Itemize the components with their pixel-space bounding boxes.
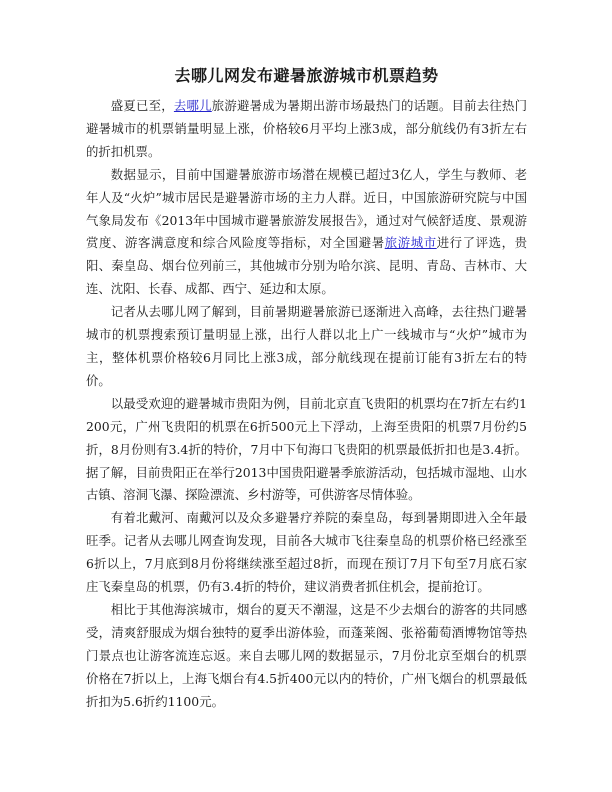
paragraph-text: 相比于其他海滨城市，烟台的夏天不潮湿，这是不少去烟台的游客的共同感受，清爽舒服成为烟台独特的夏季出游体验，而蓬莱阁、张裕葡萄酒博物馆等热门景点也让游客流连忘返。来自去哪儿网的数据显示，7月份北京至烟台的机票价格在7折以上，上海飞烟台有4.5折400元以内的特价，广州飞烟台的机票最低折扣为5.6折约1100元。 (86, 601, 527, 709)
paragraph (86, 301, 527, 393)
article (86, 64, 527, 713)
paragraph (86, 393, 527, 508)
paragraph-text: 盛夏已至， (110, 98, 174, 113)
article-body (86, 95, 527, 713)
paragraph (86, 507, 527, 599)
paragraph-text: 旅游避暑成为暑期出游市场最热门的话题。目前去往热门避暑城市的机票销量明显上涨，价格较6月平均上涨3成，部分航线仍有3折左右的折扣机票。 (86, 98, 528, 159)
travel-city-link[interactable]: 旅游城市 (384, 235, 437, 251)
paragraph (86, 599, 527, 714)
paragraph-text: 以最受欢迎的避暑城市贵阳为例，目前北京直飞贵阳的机票均在7折左右约1200元，广州飞贵阳的机票在6折500元上下浮动，上海至贵阳的机票7月份约5折，8月份则有3.4折的特价，7月中下旬海口飞贵阳的机票最低折扣也是3.4折。据了解，目前贵阳正在举行2013中国贵阳避暑季旅游活动，包括城市湿地、山水古镇、溶洞飞瀑、探险漂流、乡村游等，可供游客尽情体验。 (86, 395, 527, 503)
paragraph-text: 数据显示，目前中国避暑旅游市场潜在规模已超过3亿人，学生与教师、老年人及“火炉”城市居民是避暑游市场的主力人群。近日，中国旅游研究院与中国气象局发布《2013年中国城市避暑旅游发展报告》，通过对气候舒适度、景观游赏度、游客满意度和综合风险度等指标，对全国避暑 (86, 166, 527, 251)
paragraph (86, 95, 527, 164)
qunar-link[interactable]: 去哪儿 (173, 98, 212, 113)
page-title: 去哪儿网发布避暑旅游城市机票趋势 (174, 66, 439, 85)
paragraph-text: 进行了评选，贵阳、秦皇岛、烟台位列前三，其他城市分别为哈尔滨、昆明、青岛、吉林市、大连、沈阳、长春、成都、西宁、延边和太原。 (86, 235, 528, 297)
paragraph-text: 记者从去哪儿网了解到，目前暑期避暑旅游已逐渐进入高峰，去往热门避暑城市的机票搜索预订量明显上涨，出行人群以北上广一线城市与“火炉”城市为主，整体机票价格较6月同比上涨3成，部分航线现在提前订能有3折左右的特价。 (86, 304, 527, 388)
paragraph (86, 164, 527, 301)
paragraph-text: 有着北戴河、南戴河以及众多避暑疗养院的秦皇岛，每到暑期即进入全年最旺季。记者从去哪儿网查询发现，目前各大城市飞往秦皇岛的机票价格已经涨至6折以上，7月底到8月份将继续涨至超过8折，而现在预订7月下旬至7月底石家庄飞秦皇岛的机票，仍有3.4折的特价，建议消费者抓住机会，提前抢订。 (86, 510, 527, 595)
